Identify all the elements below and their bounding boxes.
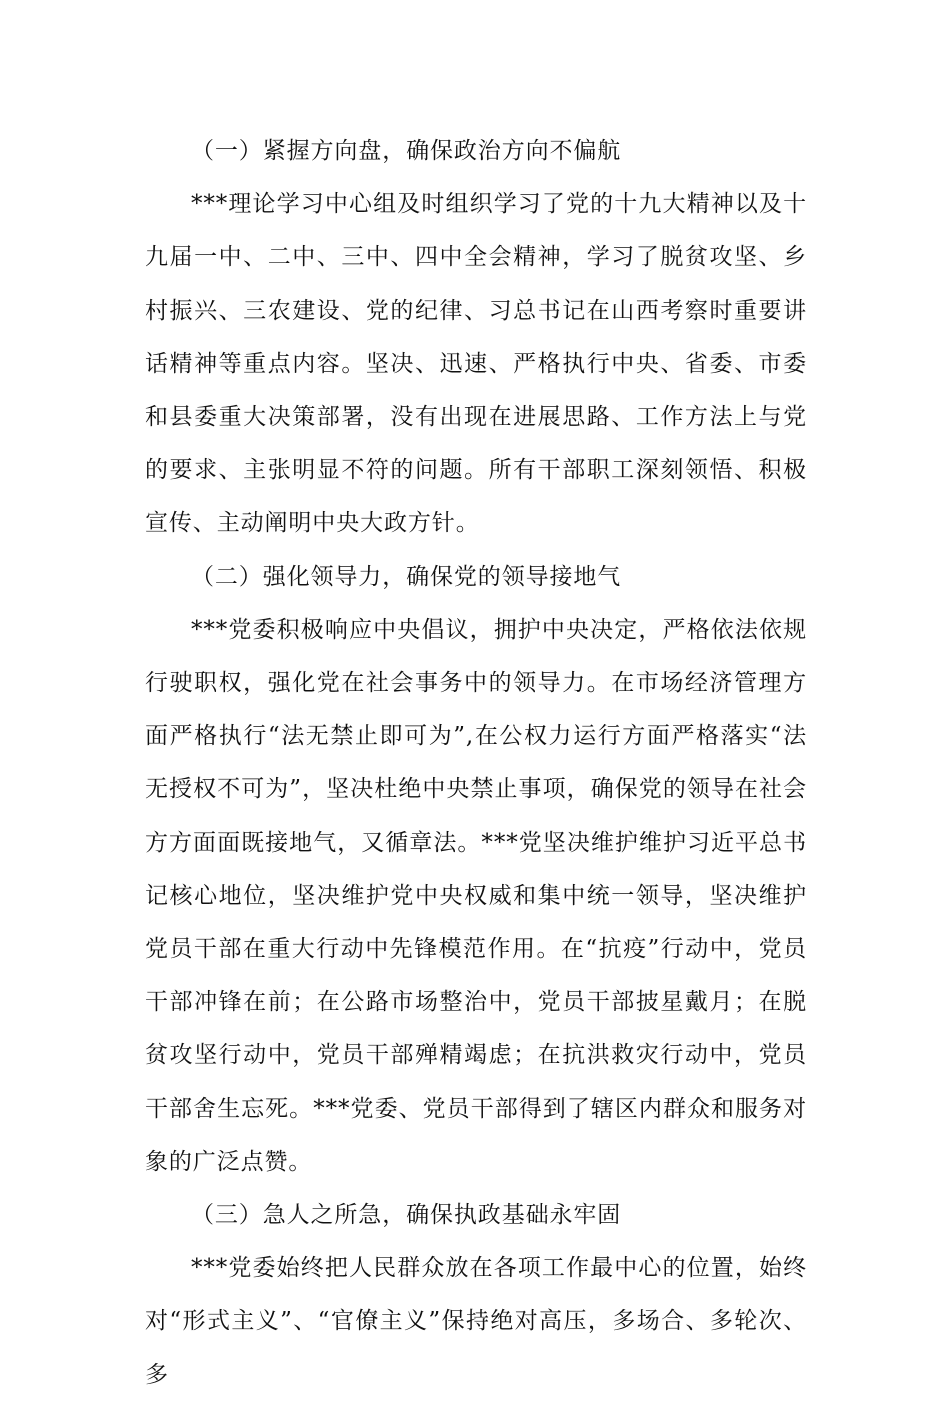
section-paragraph-2: ***党委积极响应中央倡议，拥护中央决定，严格依法依规行驶职权，强化党在社会事务中的领导力。在市场经济管理方面严格执行“法无禁止即可为”,在公权力运行方面严格落实“法无授权不可为”，坚决杜绝中央禁止事项，确保党的领导在社会方方面面既接地气，又循章法。***党坚决维护维护习近平总书记核心地位，坚决维护党中央权威和集中统一领导，坚决维护党员干部在重大行动中先锋模范作用。在“抗疫”行动中，党员干部冲锋在前；在公路市场整治中，党员干部披星戴月；在脱贫攻坚行动中，党员干部殚精竭虑；在抗洪救灾行动中，党员干部舍生忘死。***党委、党员干部得到了辖区内群众和服务对象的广泛点赞。 [145,616,807,1175]
section-heading-2: （二）强化领导力，确保党的领导接地气 [191,563,622,590]
section-heading-1: （一）紧握方向盘，确保政治方向不偏航 [191,138,622,164]
section-paragraph-1: ***理论学习中心组及时组织学习了党的十九大精神以及十九届一中、二中、三中、四中全会精神，学习了脱贫攻坚、乡村振兴、三农建设、党的纪律、习总书记在山西考察时重要讲话精神等重点内容。坚决、迅速、严格执行中央、省委、市委和县委重大决策部署，没有出现在进展思路、工作方法上与党的要求、主张明显不符的问题。所有干部职工深刻领悟、积极宣传、主动阐明中央大政方针。 [145,191,807,537]
document-body [145,125,807,1402]
section-heading-3: （三）急人之所急，确保执政基础永牢固 [191,1202,622,1229]
section-paragraph-3: ***党委始终把人民群众放在各项工作最中心的位置，始终对“形式主义”、“官僚主义”保持绝对高压，多场合、多轮次、多 [145,1255,807,1388]
